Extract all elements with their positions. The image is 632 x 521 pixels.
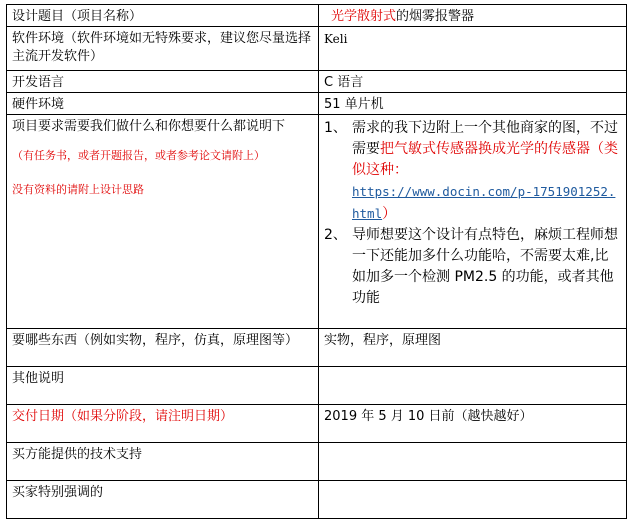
requirements-note-design: 没有资料的请附上设计思路 (12, 183, 144, 196)
support-value (319, 443, 627, 481)
table-row (7, 405, 627, 443)
table-row (7, 5, 627, 27)
table-row (7, 93, 627, 115)
list-item-text-red: 把气敏式传感器换成光学的传感器（类似这种： (352, 141, 618, 178)
requirements-label-cell (7, 115, 319, 329)
title-value-red: 光学散射式 (331, 9, 397, 24)
list-item (324, 225, 621, 309)
other-value (319, 367, 627, 405)
deadline-label: 交付日期（如果分阶段，请注明日期） (7, 405, 319, 443)
language-label: 开发语言 (7, 71, 319, 93)
language-value: C 语言 (319, 71, 627, 93)
reference-link[interactable]: https://www.docin.com/p-1751901252.html (352, 184, 616, 221)
software-value: Keli (319, 27, 627, 71)
software-label: 软件环境（软件环境如无特殊要求，建议您尽量选择主流开发软件） (7, 27, 319, 71)
title-label: 设计题目（项目名称） (7, 5, 319, 27)
list-item-number: 2、 (324, 227, 347, 243)
title-value-rest: 的烟雾报警器 (396, 9, 475, 24)
requirements-table (6, 4, 627, 519)
hardware-value: 51 单片机 (319, 93, 627, 115)
list-item-text: 需求的我下边附上一个其他商家的图，不过需要 (352, 120, 618, 157)
table-row (7, 443, 627, 481)
deadline-value: 2019 年 5 月 10 日前（越快越好） (319, 405, 627, 443)
emphasis-label: 买家特别强调的 (7, 481, 319, 519)
list-item-number: 1、 (324, 120, 347, 136)
table-row (7, 329, 627, 367)
table-row (7, 27, 627, 71)
title-value (319, 5, 627, 27)
deliverables-label: 要哪些东西（例如实物，程序，仿真，原理图等） (7, 329, 319, 367)
support-label: 买方能提供的技术支持 (7, 443, 319, 481)
deliverables-value: 实物，程序，原理图 (319, 329, 627, 367)
table-row (7, 481, 627, 519)
list-item-close-paren: ） (382, 206, 397, 222)
other-label: 其他说明 (7, 367, 319, 405)
list-item-text: 导师想要这个设计有点特色，麻烦工程师想一下还能加多什么功能哈，不需要太难,比如加多一个检测 PM2.5 的功能，或者其他功能 (352, 227, 618, 306)
requirements-note-attachments: （有任务书，或者开题报告，或者参考论文请附上） (12, 149, 265, 162)
table-row (7, 71, 627, 93)
table-row (7, 115, 627, 329)
requirements-value-cell (319, 115, 627, 329)
list-item (324, 118, 621, 225)
table-row (7, 367, 627, 405)
requirements-label: 项目要求需要我们做什么和你想要什么都说明下 (12, 119, 286, 134)
hardware-label: 硬件环境 (7, 93, 319, 115)
requirements-list (324, 118, 621, 309)
emphasis-value (319, 481, 627, 519)
